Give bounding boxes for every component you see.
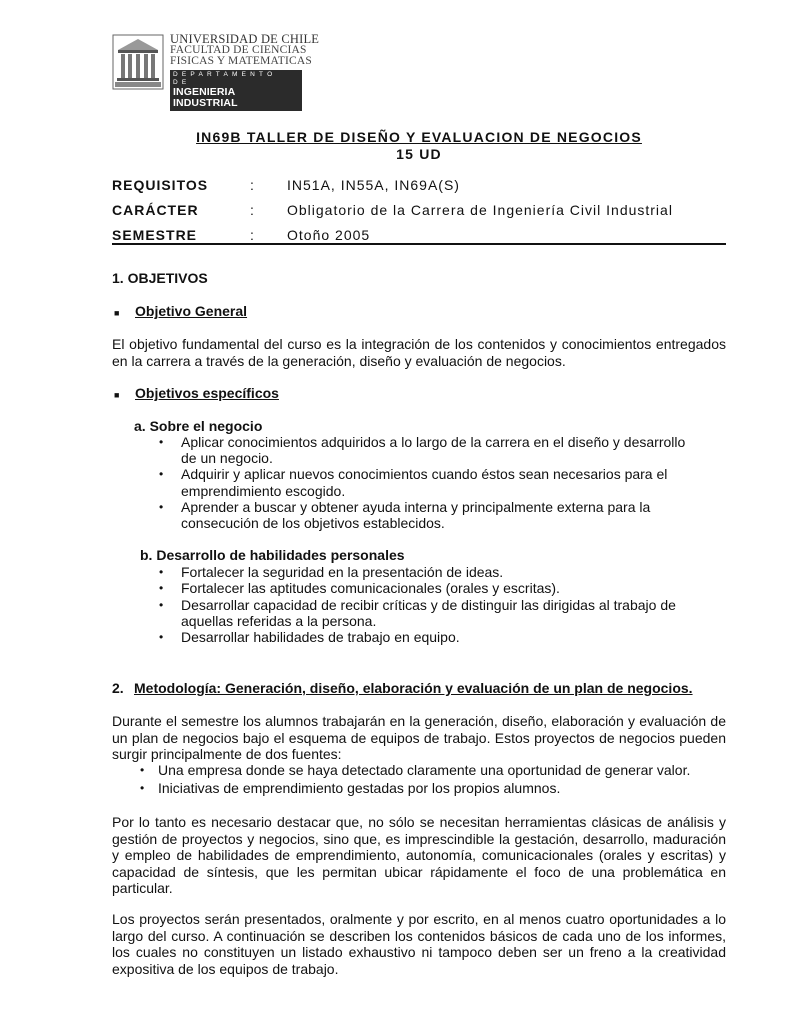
- bullet-icon: •: [159, 598, 164, 612]
- bullet-icon: •: [159, 467, 164, 481]
- meta-key: REQUISITOS: [112, 177, 209, 193]
- subsection-title-habilidades: b. Desarrollo de habilidades personales: [140, 547, 405, 563]
- subsection-title-negocio: a. Sobre el negocio: [134, 418, 263, 434]
- meta-value: Obligatorio de la Carrera de Ingeniería Civil Industrial: [287, 202, 673, 218]
- metodologia-paragraph-3: Los proyectos serán presentados, oralmente y por escrito, en al menos cuatro oportunidades a lo largo del curso. A continuación se describen los contenidos básicos de cada uno de los informes, los cuales no constituyen un listado exhaustivo ni tampoco deben ser un freno a la creatividad expositiva de los equipos de trabajo.: [112, 911, 726, 977]
- list-item-line: Aprender a buscar y obtener ayuda interna y principalmente externa para la: [181, 499, 651, 515]
- header-divider: [112, 243, 726, 245]
- course-units: 15 UD: [396, 146, 442, 162]
- meta-colon: :: [250, 202, 255, 218]
- section-heading-metodologia: Metodología: Generación, diseño, elaboración y evaluación de un plan de negocios.: [134, 680, 693, 696]
- logo-university-name: UNIVERSIDAD DE CHILE: [170, 32, 320, 46]
- square-bullet-icon: ■: [114, 390, 120, 400]
- section-number-metodologia: 2.: [112, 680, 124, 696]
- bullet-icon: •: [159, 565, 164, 579]
- square-bullet-icon: ■: [114, 308, 120, 318]
- university-logo: [112, 34, 319, 111]
- source-list-item: Iniciativas de emprendimiento gestadas por los propios alumnos.: [158, 780, 561, 796]
- meta-value: IN51A, IN55A, IN69A(S): [287, 177, 460, 193]
- list-item-line: Aplicar conocimientos adquiridos a lo largo de la carrera en el diseño y desarrollo: [181, 434, 686, 450]
- section-heading-objetivos: 1. OBJETIVOS: [112, 270, 208, 286]
- list-item-line: aquellas referidas a la persona.: [181, 613, 377, 629]
- list-item-line: Fortalecer las aptitudes comunicacionales (orales y escritas).: [181, 580, 560, 596]
- metodologia-paragraph-1: Durante el semestre los alumnos trabajarán en la generación, diseño, elaboración y evaluación de un plan de negocios bajo el esquema de equipos de trabajo. Estos proyectos de negocios pueden surgir principalmente de dos fuentes:: [112, 713, 726, 762]
- meta-colon: :: [250, 177, 255, 193]
- bullet-icon: •: [159, 435, 164, 449]
- list-item-line: Desarrollar habilidades de trabajo en equipo.: [181, 629, 460, 645]
- meta-key: CARÁCTER: [112, 202, 199, 218]
- list-item-line: Adquirir y aplicar nuevos conocimientos cuando éstos sean necesarios para el: [181, 466, 668, 482]
- logo-department-label: DEPARTAMENTO DE: [173, 71, 277, 86]
- objetivo-general-title: Objetivo General: [135, 303, 248, 319]
- logo-department-band: [170, 70, 302, 111]
- bullet-icon: •: [140, 781, 145, 795]
- logo-department-name: INGENIERIA INDUSTRIAL: [173, 86, 238, 109]
- source-list-item: Una empresa donde se haya detectado claramente una oportunidad de generar valor.: [158, 762, 691, 778]
- bullet-icon: •: [140, 763, 145, 777]
- university-building-icon: [112, 34, 164, 90]
- logo-faculty-line2: FISICAS Y MATEMATICAS: [170, 55, 313, 67]
- bullet-icon: •: [159, 581, 164, 595]
- bullet-icon: •: [159, 630, 164, 644]
- meta-key: SEMESTRE: [112, 227, 198, 243]
- list-item-line: Desarrollar capacidad de recibir críticas y de distinguir las dirigidas al trabajo de: [181, 597, 676, 613]
- metodologia-paragraph-2: Por lo tanto es necesario destacar que, no sólo se necesitan herramientas clásicas de análisis y gestión de proyectos y negocios, sino que, es imprescindible la gestación, desarrollo, maduración y empleo de habilidades de emprendimiento, autonomía, comunicacionales (orales y escritas) y capacidad de síntesis, que les permitan ubicar rápidamente el foco de una problemática en particular.: [112, 814, 726, 896]
- list-item-line: consecución de los objetivos establecidos.: [181, 515, 445, 531]
- meta-value: Otoño 2005: [287, 227, 371, 243]
- logo-faculty-line1: FACULTAD DE CIENCIAS: [170, 44, 307, 56]
- objetivo-general-text: El objetivo fundamental del curso es la integración de los contenidos y conocimientos entregados en la carrera a través de la generación, diseño y evaluación de negocios.: [112, 336, 726, 369]
- meta-colon: :: [250, 227, 255, 243]
- objetivos-especificos-title: Objetivos específicos: [135, 385, 279, 401]
- list-item-line: de un negocio.: [181, 450, 273, 466]
- course-title: IN69B TALLER DE DISEÑO Y EVALUACION DE NEGOCIOS: [196, 129, 642, 145]
- bullet-icon: •: [159, 500, 164, 514]
- list-item-line: emprendimiento escogido.: [181, 483, 346, 499]
- list-item-line: Fortalecer la seguridad en la presentación de ideas.: [181, 564, 504, 580]
